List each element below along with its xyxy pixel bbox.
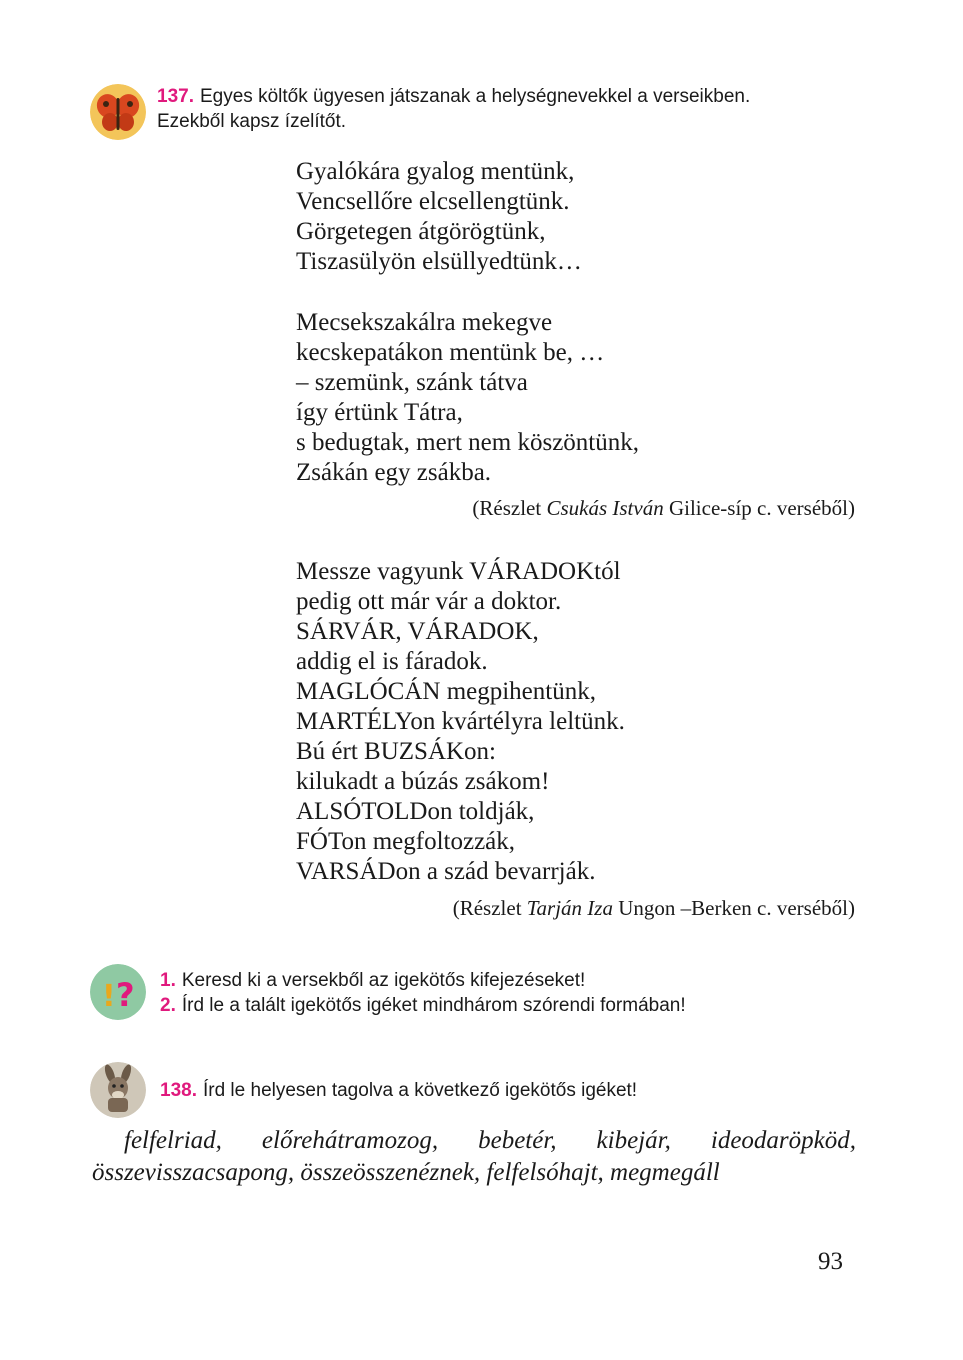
butterfly-icon [90, 84, 146, 140]
question-2-number: 2. [160, 995, 176, 1016]
credit-author: Tarján Iza [526, 896, 613, 920]
poem-2-credit [453, 895, 855, 921]
page-number: 93 [818, 1248, 843, 1275]
credit-suffix: Ungon –Berken c. verséből) [612, 896, 855, 920]
task-138-text: Írd le helyesen tagolva a következő igekötős igéket! [202, 1080, 638, 1101]
task-138-number: 138. [160, 1080, 197, 1101]
task-138 [160, 1078, 637, 1103]
poem-line: így értünk Tátra, [296, 399, 463, 426]
poem-line: VARSÁDon a szád bevarrják. [296, 858, 596, 885]
poem-line: FÓTon megfoltozzák, [296, 828, 516, 855]
question-2-text: Írd le a talált igekötős igéket mindhárom szórendi formában! [181, 995, 686, 1016]
poem-line: MAGLÓCÁN megpihentünk, [296, 678, 596, 705]
task-137-line2: Ezekből kapsz ízelítőt. [157, 111, 347, 132]
credit-suffix: Gilice-síp c. verséből) [663, 496, 855, 520]
poem-line: kilukadt a búzás zsákom! [296, 768, 550, 795]
poem-1-stanza-2 [296, 308, 639, 488]
question-1 [160, 968, 686, 993]
question-1-text: Keresd ki a versekből az igekötős kifejezéseket! [181, 970, 586, 991]
poem-2 [296, 557, 625, 887]
poem-line: SÁRVÁR, VÁRADOK, [296, 618, 539, 645]
poem-line: addig el is fáradok. [296, 648, 488, 675]
poem-line: Messze vagyunk VÁRADOKtól [296, 558, 621, 585]
svg-text:!: ! [102, 979, 116, 1014]
poem-line: – szemünk, szánk tátva [296, 369, 528, 396]
question-mark-icon [90, 964, 146, 1020]
poem-line: Bú ért BUZSÁKon: [296, 738, 496, 765]
poem-line: Görgetegen átgörögtünk, [296, 218, 546, 245]
poem-line: kecskepatákon mentünk be, … [296, 339, 605, 366]
poem-line: Gyalókára gyalog mentünk, [296, 158, 575, 185]
poem-1-stanza-1 [296, 157, 582, 277]
credit-author: Csukás István [546, 496, 664, 520]
poem-line: Tiszasülyön elsüllyedtünk… [296, 248, 582, 275]
poem-line: pedig ott már vár a doktor. [296, 588, 562, 615]
credit-prefix: (Részlet [452, 896, 527, 920]
poem-line: s bedugtak, mert nem köszöntünk, [296, 429, 639, 456]
question-2 [160, 993, 686, 1018]
poem-line: Zsákán egy zsákba. [296, 459, 492, 486]
task-137-number: 137. [157, 86, 194, 107]
donkey-icon [90, 1062, 146, 1118]
questions [160, 968, 686, 1018]
task-137 [157, 84, 857, 134]
task-137-line1 [157, 84, 857, 109]
question-1-number: 1. [160, 970, 176, 991]
poem-line: MARTÉLYon kvártélyra leltünk. [296, 708, 625, 735]
task-137-text: Egyes költők ügyesen játszanak a helységnevekkel a verseikben. [199, 86, 751, 107]
poem-line: ALSÓTOLDon toldják, [296, 798, 535, 825]
svg-text:?: ? [116, 976, 135, 1014]
word-list: felfelriad, előrehátramozog, bebetér, kibejár, ideodaröpköd, összevisszacsapong, összeösszenéznek, felfelsóhajt, megmegáll [92, 1127, 856, 1186]
poem-1-credit [472, 495, 855, 521]
credit-prefix: (Részlet [472, 496, 547, 520]
poem-line: Vencsellőre elcsellengtünk. [296, 188, 570, 215]
poem-line: Mecsekszakálra mekegve [296, 309, 553, 336]
